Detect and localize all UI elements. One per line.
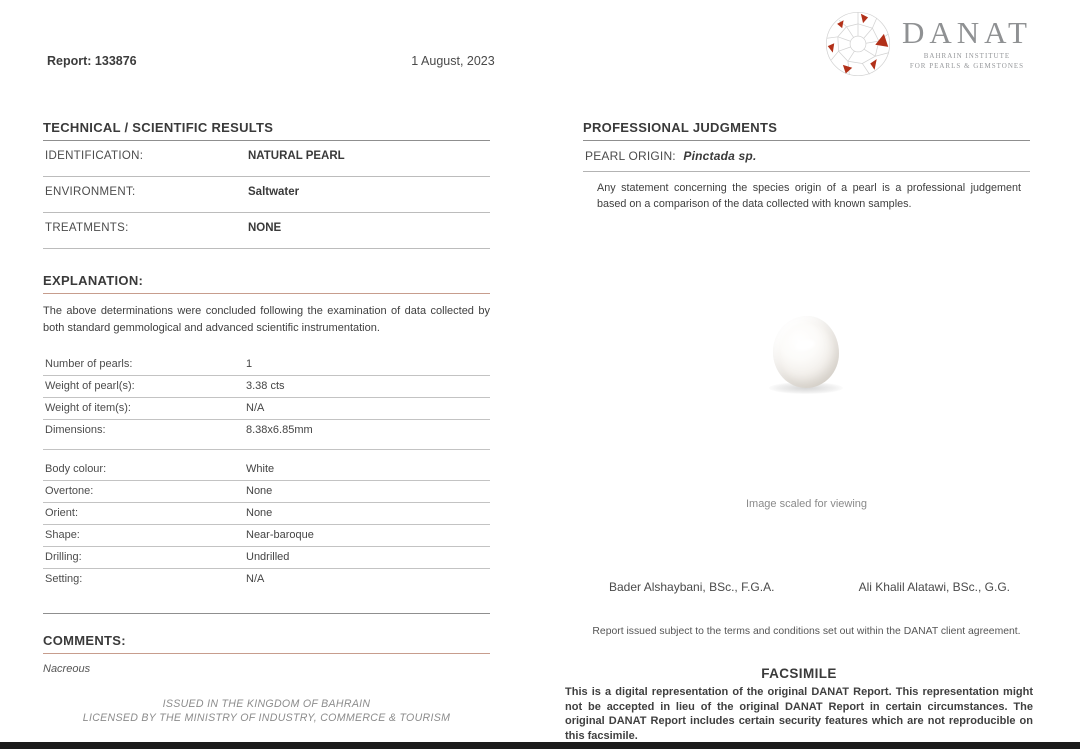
danat-logo (822, 8, 1032, 80)
pearl-origin-value: Pinctada sp. (683, 149, 757, 163)
detail-value: Near-baroque (246, 529, 314, 541)
detail-value: 1 (246, 358, 253, 370)
explanation-title: EXPLANATION: (43, 273, 490, 294)
issuer-line-1: ISSUED IN THE KINGDOM OF BAHRAIN (162, 698, 371, 710)
detail-label: Orient: (45, 507, 79, 519)
signature-left: Bader Alshaybani, BSc., F.G.A. (609, 580, 775, 594)
facsimile-body: This is a digital representation of the original DANAT Report. This representation might not be accepted in lieu of the original DANAT Report in certain circumstances. The original DANAT Report includes certain security features which are not reproducible on this facsimile. (565, 686, 1033, 742)
pearl-details-group-2 (43, 459, 490, 614)
origin-note: Any statement concerning the species origin of a pearl is a professional judgement based on a comparison of the data collected with known samples. (597, 182, 1021, 211)
identification-row (43, 141, 490, 177)
detail-label: Setting: (45, 573, 83, 585)
issuer-footer (43, 697, 490, 726)
gem-logo-icon (822, 8, 894, 80)
treatments-row (43, 213, 490, 249)
technical-results-section (43, 120, 490, 675)
table-row (43, 459, 490, 481)
detail-value: White (246, 463, 275, 475)
detail-value: None (246, 507, 273, 519)
environment-value: Saltwater (248, 186, 300, 198)
professional-judgments-section (583, 120, 1030, 637)
terms-note: Report issued subject to the terms and conditions set out within the DANAT client agreement. (592, 626, 1021, 637)
table-row (43, 354, 490, 376)
section-divider (43, 613, 490, 614)
pearl-image (773, 316, 839, 388)
table-row (43, 569, 490, 590)
detail-label: Dimensions: (45, 424, 106, 436)
identification-label: IDENTIFICATION: (45, 150, 144, 162)
technical-results-title: TECHNICAL / SCIENTIFIC RESULTS (43, 120, 490, 141)
detail-label: Weight of pearl(s): (45, 380, 135, 392)
detail-value: 8.38x6.85mm (246, 424, 313, 436)
detail-label: Overtone: (45, 485, 94, 497)
detail-label: Weight of item(s): (45, 402, 131, 414)
logo-wordmark: DANAT (901, 15, 1032, 51)
detail-label: Shape: (45, 529, 80, 541)
detail-value: None (246, 485, 273, 497)
comments-title: COMMENTS: (43, 633, 490, 654)
table-row (43, 503, 490, 525)
treatments-label: TREATMENTS: (45, 222, 129, 234)
detail-value: N/A (246, 573, 265, 585)
table-row (43, 398, 490, 420)
pearl-origin-label: PEARL ORIGIN: (585, 149, 676, 163)
professional-judgments-title: PROFESSIONAL JUDGMENTS (583, 120, 1030, 141)
table-row (43, 525, 490, 547)
table-row (43, 420, 490, 450)
report-number: Report: 133876 (47, 54, 137, 68)
table-row (43, 481, 490, 503)
environment-label: ENVIRONMENT: (45, 186, 136, 198)
explanation-body: The above determinations were concluded following the examination of data collected by both standard gemmological and advanced scientific instrumentation. (43, 305, 490, 334)
logo-subtitle-2: FOR PEARLS & GEMSTONES (909, 61, 1025, 70)
report-date: 1 August, 2023 (411, 54, 495, 68)
comments-body: Nacreous (43, 663, 91, 675)
detail-value: 3.38 cts (246, 380, 285, 392)
signature-right: Ali Khalil Alatawi, BSc., G.G. (858, 580, 1010, 594)
image-caption: Image scaled for viewing (745, 498, 868, 510)
bottom-bar (0, 742, 1080, 749)
detail-value: Undrilled (246, 551, 290, 563)
identification-value: NATURAL PEARL (248, 150, 345, 162)
detail-label: Body colour: (45, 463, 107, 475)
pearl-origin-row (583, 141, 1030, 172)
detail-label: Number of pearls: (45, 358, 133, 370)
pearl-body (773, 316, 839, 388)
environment-row (43, 177, 490, 213)
issuer-line-2: LICENSED BY THE MINISTRY OF INDUSTRY, COMMERCE & TOURISM (82, 712, 451, 725)
facsimile-title: FACSIMILE (761, 666, 837, 681)
detail-label: Drilling: (45, 551, 82, 563)
pearl-details-group-1 (43, 354, 490, 450)
detail-value: N/A (246, 402, 265, 414)
signatures-row (583, 580, 1030, 594)
logo-subtitle-1: BAHRAIN INSTITUTE (923, 52, 1011, 61)
table-row (43, 376, 490, 398)
table-row (43, 547, 490, 569)
facsimile-section (565, 666, 1033, 743)
treatments-value: NONE (248, 222, 282, 234)
